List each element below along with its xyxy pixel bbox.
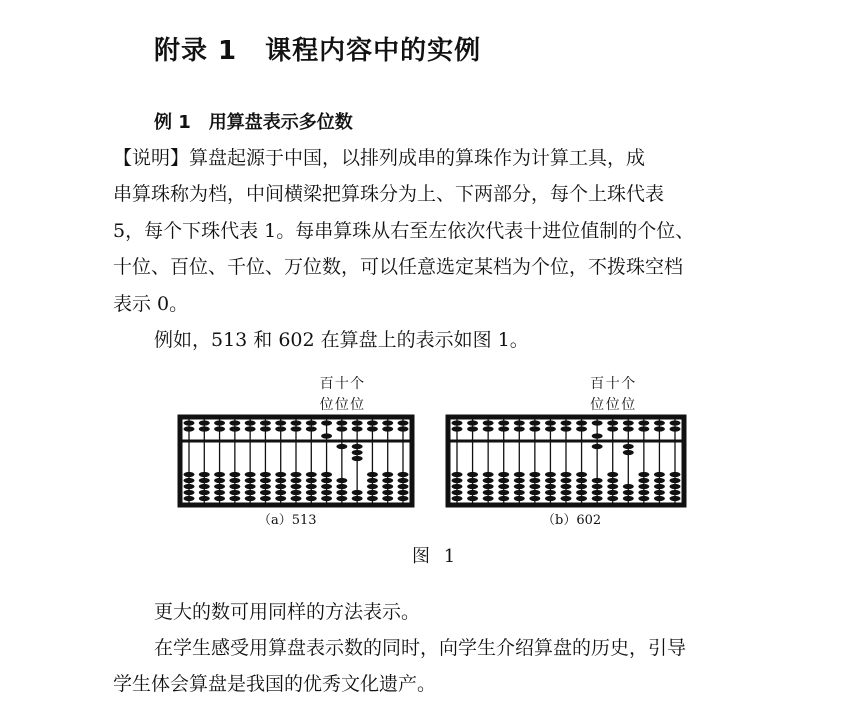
lower-bead [514, 490, 525, 495]
upper-bead-active [592, 433, 603, 438]
lower-bead [545, 490, 556, 495]
lower-bead [367, 472, 378, 477]
lower-bead [214, 496, 225, 501]
lower-bead [467, 490, 478, 495]
upper-bead [467, 426, 478, 431]
caption-a: （a）513 [258, 513, 317, 528]
lower-bead [514, 496, 525, 501]
lower-bead [452, 490, 463, 495]
lower-bead [336, 490, 347, 495]
lower-bead [352, 496, 363, 501]
lower-bead [545, 484, 556, 489]
lower-bead [199, 478, 210, 483]
upper-bead [467, 420, 478, 425]
lower-bead [199, 472, 210, 477]
upper-bead [607, 426, 618, 431]
upper-bead [623, 426, 634, 431]
lower-bead [561, 490, 572, 495]
lower-bead [654, 478, 665, 483]
closing-paragraph: 在学生感受用算盘表示数的同时，向学生介绍算盘的历史，引导 学生体会算盘是我国的优秀文化遗产。 [113, 637, 687, 696]
example-line: 例如，513 和 602 在算盘上的表示如图 1。 [154, 329, 529, 351]
lower-bead [514, 472, 525, 477]
lower-bead [306, 496, 317, 501]
upper-bead [336, 420, 347, 425]
lower-bead [214, 478, 225, 483]
lower-bead-active [352, 456, 363, 461]
lower-bead [229, 472, 240, 477]
lower-bead [275, 472, 286, 477]
lower-bead [576, 472, 587, 477]
lower-bead [184, 490, 195, 495]
place-label-bottom: 位 [319, 397, 334, 413]
upper-bead [321, 420, 332, 425]
upper-bead [398, 426, 409, 431]
lower-bead [561, 472, 572, 477]
upper-bead [245, 420, 256, 425]
lower-bead [638, 484, 649, 489]
lower-bead [382, 484, 393, 489]
lower-bead [483, 484, 494, 489]
lower-bead [467, 484, 478, 489]
upper-bead [352, 426, 363, 431]
upper-bead [654, 426, 665, 431]
upper-bead [623, 420, 634, 425]
lower-bead [576, 496, 587, 501]
upper-bead [352, 420, 363, 425]
upper-bead [229, 426, 240, 431]
lower-bead [199, 496, 210, 501]
lower-bead [336, 484, 347, 489]
lower-bead [670, 496, 681, 501]
lower-bead [260, 484, 271, 489]
lower-bead [398, 490, 409, 495]
lower-bead [670, 490, 681, 495]
lower-bead [398, 496, 409, 501]
lower-bead [670, 472, 681, 477]
lower-bead [306, 472, 317, 477]
upper-bead [670, 420, 681, 425]
lower-bead [398, 472, 409, 477]
lower-bead [382, 496, 393, 501]
lower-bead [498, 478, 509, 483]
explanation-paragraph: 【说明】算盘起源于中国，以排列成串的算珠作为计算工具，成 串算珠称为档，中间横梁把算珠分为上、下两部分，每个上珠代表 5，每个下珠代表 1。每串算珠从右至左依次代表十进位值制的个位、 十位、百位、千位、万位数，可以任意选定某档为个位，不拨珠空档 表示 0。 [113, 147, 695, 315]
upper-bead [214, 420, 225, 425]
lower-bead [483, 472, 494, 477]
lower-bead [545, 472, 556, 477]
lower-bead [638, 496, 649, 501]
lower-bead [291, 490, 302, 495]
lower-bead [306, 478, 317, 483]
lower-bead [214, 472, 225, 477]
lower-bead [382, 472, 393, 477]
upper-bead [561, 426, 572, 431]
upper-bead [592, 420, 603, 425]
lower-bead [291, 496, 302, 501]
lower-bead [260, 490, 271, 495]
upper-bead [607, 420, 618, 425]
lower-bead [654, 496, 665, 501]
lower-bead-active [592, 444, 603, 449]
lower-bead [576, 484, 587, 489]
lower-bead [483, 478, 494, 483]
place-label-bottom: 位 [621, 397, 636, 413]
lower-bead [514, 484, 525, 489]
lower-bead [452, 496, 463, 501]
upper-bead [498, 420, 509, 425]
lower-bead [452, 478, 463, 483]
lower-bead [638, 490, 649, 495]
closing-line-1: 更大的数可用同样的方法表示。 [154, 601, 421, 623]
lower-bead [529, 490, 540, 495]
upper-bead [398, 420, 409, 425]
upper-bead [576, 426, 587, 431]
upper-bead [291, 420, 302, 425]
upper-bead [260, 426, 271, 431]
upper-bead [529, 426, 540, 431]
lower-bead [321, 490, 332, 495]
lower-bead [398, 478, 409, 483]
lower-bead [607, 484, 618, 489]
lower-bead [592, 490, 603, 495]
upper-bead [514, 426, 525, 431]
lower-bead [229, 496, 240, 501]
lower-bead [592, 484, 603, 489]
lower-bead [291, 478, 302, 483]
lower-bead [367, 484, 378, 489]
upper-bead [382, 426, 393, 431]
caption-b: （b）602 [542, 513, 602, 528]
lower-bead [561, 496, 572, 501]
place-label-top: 百 [319, 376, 334, 392]
lower-bead [245, 496, 256, 501]
lower-bead-active [623, 450, 634, 455]
place-label-bottom: 位 [334, 397, 349, 413]
place-label-bottom: 位 [590, 397, 605, 413]
lower-bead [336, 496, 347, 501]
lower-bead [306, 490, 317, 495]
lower-bead [245, 490, 256, 495]
upper-bead [654, 420, 665, 425]
lower-bead [275, 478, 286, 483]
upper-bead [576, 420, 587, 425]
upper-bead [184, 420, 195, 425]
upper-bead [306, 426, 317, 431]
lower-bead [498, 472, 509, 477]
lower-bead [483, 490, 494, 495]
lower-bead [306, 484, 317, 489]
lower-bead [654, 484, 665, 489]
lower-bead [245, 472, 256, 477]
lower-bead [498, 490, 509, 495]
lower-bead [184, 472, 195, 477]
lower-bead [607, 472, 618, 477]
lower-bead [498, 484, 509, 489]
lower-bead [670, 484, 681, 489]
lower-bead [321, 484, 332, 489]
lower-bead [545, 478, 556, 483]
lower-bead [607, 490, 618, 495]
lower-bead [467, 496, 478, 501]
upper-bead [214, 426, 225, 431]
lower-bead [467, 472, 478, 477]
lower-bead [214, 484, 225, 489]
lower-bead [199, 490, 210, 495]
lower-bead [623, 490, 634, 495]
lower-bead [498, 496, 509, 501]
lower-bead [321, 478, 332, 483]
lower-bead [398, 484, 409, 489]
lower-bead [623, 496, 634, 501]
lower-bead [229, 490, 240, 495]
lower-bead [321, 472, 332, 477]
lower-bead [545, 496, 556, 501]
upper-bead [199, 426, 210, 431]
lower-bead [452, 484, 463, 489]
lower-bead [452, 472, 463, 477]
place-label-top: 百 [590, 376, 605, 392]
place-label-top: 个 [621, 376, 636, 392]
figure-caption: 图 1 [412, 546, 460, 567]
lower-bead [623, 484, 634, 489]
lower-bead [483, 496, 494, 501]
example-heading: 例 1 用算盘表示多位数 [154, 112, 353, 133]
lower-bead [275, 484, 286, 489]
lower-bead [184, 478, 195, 483]
upper-bead [306, 420, 317, 425]
lower-bead [260, 472, 271, 477]
lower-bead [607, 496, 618, 501]
lower-bead [638, 472, 649, 477]
lower-bead [467, 478, 478, 483]
lower-bead [321, 496, 332, 501]
lower-bead [529, 472, 540, 477]
lower-bead-active [352, 450, 363, 455]
upper-bead [275, 420, 286, 425]
lower-bead [352, 490, 363, 495]
lower-bead [367, 496, 378, 501]
place-label-top: 十 [605, 376, 620, 392]
upper-bead [260, 420, 271, 425]
lower-bead [382, 478, 393, 483]
place-label-bottom: 位 [350, 397, 365, 413]
lower-bead-active [623, 444, 634, 449]
lower-bead [607, 478, 618, 483]
upper-bead [483, 426, 494, 431]
lower-bead [367, 478, 378, 483]
lower-bead [260, 478, 271, 483]
lower-bead [199, 484, 210, 489]
upper-bead-active [321, 433, 332, 438]
lower-bead [561, 478, 572, 483]
lower-bead [245, 484, 256, 489]
page-title: 附录 1 课程内容中的实例 [154, 36, 482, 66]
place-label-top: 个 [350, 376, 365, 392]
lower-bead [382, 490, 393, 495]
lower-bead-active [336, 444, 347, 449]
explanation-tag: 【说明】 [113, 147, 190, 169]
upper-bead [498, 426, 509, 431]
lower-bead [576, 478, 587, 483]
lower-bead [245, 478, 256, 483]
lower-bead [214, 490, 225, 495]
lower-bead [670, 478, 681, 483]
lower-bead [184, 484, 195, 489]
lower-bead [260, 496, 271, 501]
upper-bead [184, 426, 195, 431]
upper-bead [291, 426, 302, 431]
lower-bead [514, 478, 525, 483]
upper-bead [670, 426, 681, 431]
place-label-top: 十 [334, 376, 349, 392]
lower-bead [291, 484, 302, 489]
lower-bead [367, 490, 378, 495]
upper-bead [545, 420, 556, 425]
upper-bead [275, 426, 286, 431]
lower-bead [275, 490, 286, 495]
lower-bead [529, 484, 540, 489]
upper-bead [336, 426, 347, 431]
upper-bead [529, 420, 540, 425]
lower-bead-active [352, 444, 363, 449]
lower-bead [275, 496, 286, 501]
upper-bead [561, 420, 572, 425]
lower-bead [229, 478, 240, 483]
upper-bead [638, 426, 649, 431]
lower-bead [291, 472, 302, 477]
upper-bead [483, 420, 494, 425]
lower-bead [529, 496, 540, 501]
upper-bead [245, 426, 256, 431]
upper-bead [382, 420, 393, 425]
upper-bead [452, 420, 463, 425]
place-label-bottom: 位 [605, 397, 620, 413]
upper-bead [229, 420, 240, 425]
lower-bead [229, 484, 240, 489]
lower-bead [654, 472, 665, 477]
lower-bead [592, 478, 603, 483]
lower-bead [529, 478, 540, 483]
upper-bead [367, 426, 378, 431]
upper-bead [638, 420, 649, 425]
lower-bead [336, 478, 347, 483]
upper-bead [452, 426, 463, 431]
upper-bead [514, 420, 525, 425]
lower-bead [184, 496, 195, 501]
upper-bead [199, 420, 210, 425]
lower-bead [654, 490, 665, 495]
lower-bead [638, 478, 649, 483]
upper-bead [545, 426, 556, 431]
upper-bead [367, 420, 378, 425]
lower-bead [561, 484, 572, 489]
lower-bead [592, 496, 603, 501]
lower-bead [576, 490, 587, 495]
